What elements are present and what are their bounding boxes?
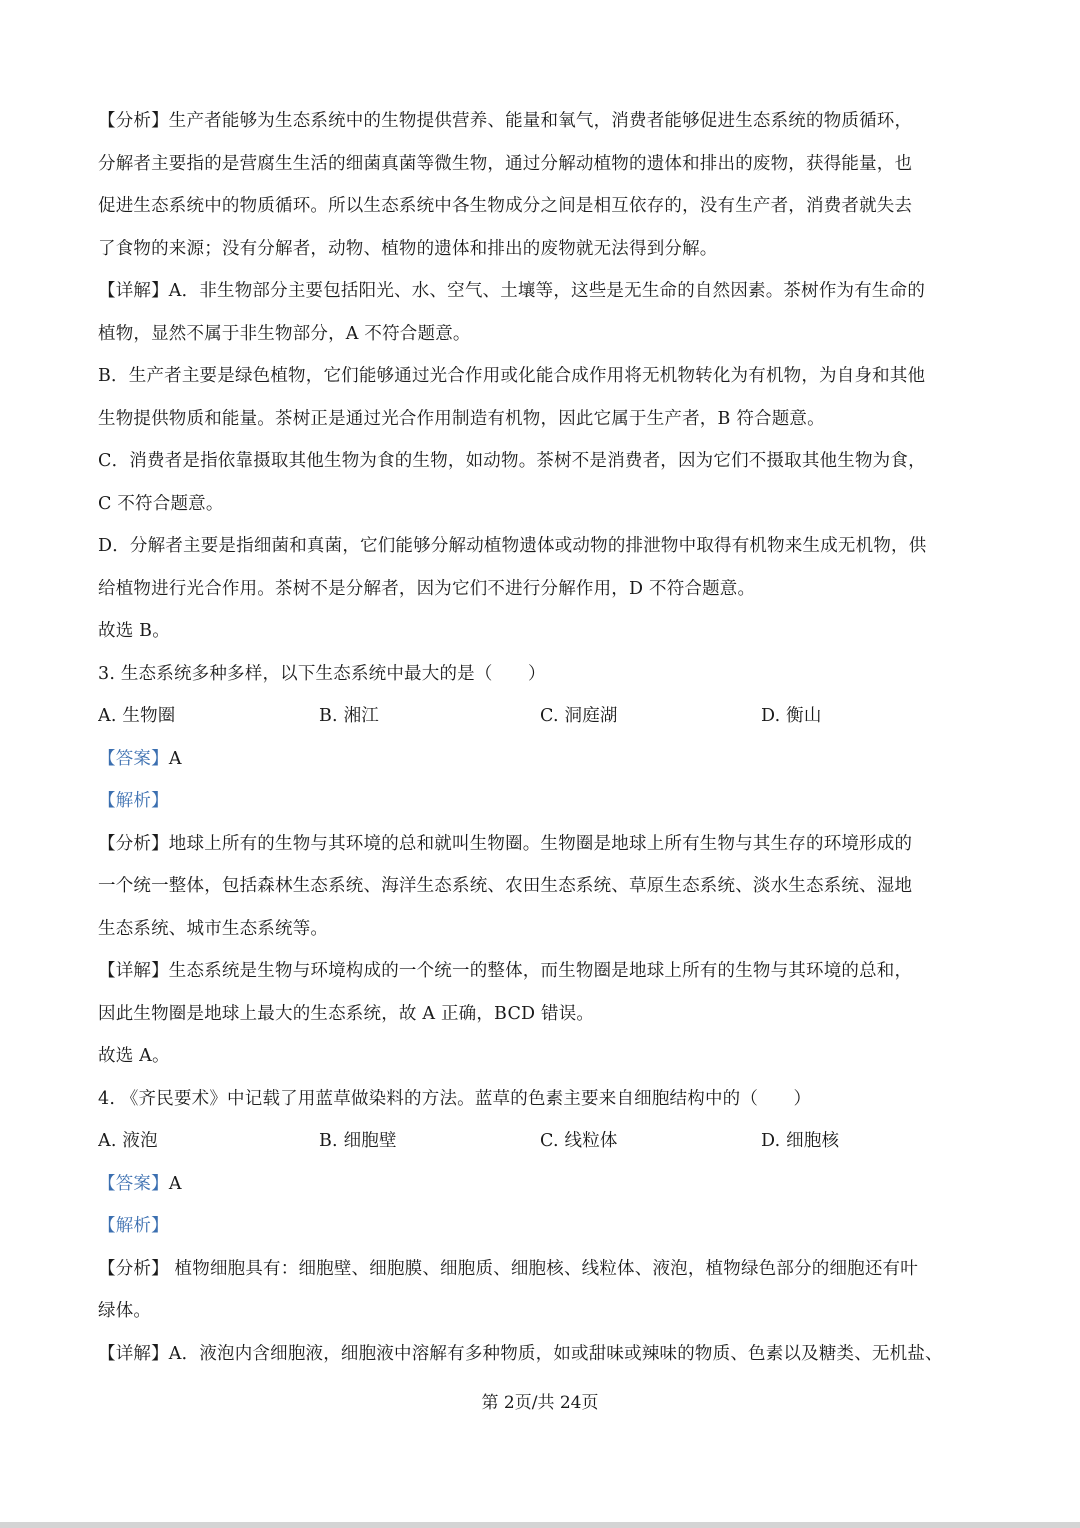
q2-analysis-line: 了食物的来源；没有分解者，动物、植物的遗体和排出的废物就无法得到分解。 bbox=[98, 238, 718, 259]
q3-answer-label: 【答案】 bbox=[98, 748, 169, 769]
q3-stem: 3. 生态系统多种多样，以下生态系统中最大的是（ ） bbox=[98, 663, 546, 684]
q2-detail-line: C．消费者是指依靠摄取其他生物为食的生物，如动物。茶树不是消费者，因为它们不摄取其他生物为食， bbox=[98, 451, 926, 471]
q2-analysis-line: 【分析】生产者能够为生态系统中的生物提供营养、能量和氧气，消费者能够促进生态系统的物质循环， bbox=[98, 111, 913, 131]
q2-detail-line: 【详解】A．非生物部分主要包括阳光、水、空气、土壤等，这些是无生命的自然因素。茶树作为有生命的 bbox=[98, 281, 926, 301]
q3-analysis-line: 【分析】地球上所有的生物与其环境的总和就叫生物圈。生物圈是地球上所有生物与其生存的环境形成的 bbox=[98, 833, 913, 854]
q3-detail-line: 因此生物圈是地球上最大的生态系统，故 A 正确，BCD 错误。 bbox=[98, 1003, 595, 1024]
q4-analysis-line: 【分析】 植物细胞具有：细胞壁、细胞膜、细胞质、细胞核、线粒体、液泡，植物绿色部分的细胞还有叶 bbox=[98, 1258, 918, 1279]
q3-option-c: C. 洞庭湖 bbox=[540, 706, 618, 726]
q4-options bbox=[98, 1120, 983, 1163]
q4-analysis-line: 绿体。 bbox=[98, 1301, 152, 1321]
q2-detail-line: 给植物进行光合作用。茶树不是分解者，因为它们不进行分解作用，D 不符合题意。 bbox=[98, 578, 756, 599]
q4-answer bbox=[98, 1163, 983, 1206]
q2-detail-line: B．生产者主要是绿色植物，它们能够通过光合作用或化能合成作用将无机物转化为有机物，为自身和其他 bbox=[98, 366, 926, 386]
q2-conclusion: 故选 B。 bbox=[98, 621, 170, 641]
q3-answer-value: A bbox=[168, 748, 182, 769]
q3-jiexi-label: 【解析】 bbox=[98, 791, 169, 811]
page-footer: 第 2页/共 24页 bbox=[481, 1393, 599, 1413]
q3-option-d: D. 衡山 bbox=[761, 706, 822, 726]
q2-detail-line: 生物提供物质和能量。茶树正是通过光合作用制造有机物，因此它属于生产者，B 符合题意。 bbox=[98, 408, 825, 429]
q2-analysis-line: 分解者主要指的是营腐生生活的细菌真菌等微生物，通过分解动植物的遗体和排出的废物，获得能量，也 bbox=[98, 153, 913, 174]
q2-detail-line: C 不符合题意。 bbox=[98, 493, 224, 514]
q4-option-b: B. 细胞壁 bbox=[319, 1131, 397, 1151]
q2-detail-line: D．分解者主要是指细菌和真菌，它们能够分解动植物遗体或动物的排泄物中取得有机物来生成无机物，供 bbox=[98, 536, 927, 556]
q4-answer-label: 【答案】 bbox=[98, 1173, 169, 1194]
q3-options bbox=[98, 695, 983, 738]
q4-option-d: D. 细胞核 bbox=[761, 1131, 840, 1151]
bottom-divider bbox=[0, 1522, 1080, 1528]
q3-answer bbox=[98, 738, 983, 781]
page-content bbox=[98, 100, 983, 1375]
q3-detail-line: 【详解】生态系统是生物与环境构成的一个统一的整体，而生物圈是地球上所有的生物与其环境的总和， bbox=[98, 961, 913, 981]
q3-analysis-line: 一个统一整体，包括森林生态系统、海洋生态系统、农田生态系统、草原生态系统、淡水生态系统、湿地 bbox=[98, 876, 913, 896]
q4-option-a: A. 液泡 bbox=[98, 1131, 158, 1151]
q4-stem: 4. 《齐民要术》中记载了用蓝草做染料的方法。蓝草的色素主要来自细胞结构中的（ ） bbox=[98, 1088, 812, 1109]
q4-jiexi-label: 【解析】 bbox=[98, 1216, 169, 1236]
q2-detail-line: 植物，显然不属于非生物部分，A 不符合题意。 bbox=[98, 323, 471, 344]
q4-answer-value: A bbox=[168, 1173, 182, 1194]
q4-option-c: C. 线粒体 bbox=[540, 1131, 618, 1151]
q4-detail-line: 【详解】A．液泡内含细胞液，细胞液中溶解有多种物质，如或甜味或辣味的物质、色素以及糖类、无机盐、 bbox=[98, 1343, 943, 1364]
q3-analysis-line: 生态系统、城市生态系统等。 bbox=[98, 918, 329, 939]
q3-conclusion: 故选 A。 bbox=[98, 1046, 170, 1066]
q3-option-a: A. 生物圈 bbox=[98, 706, 176, 726]
q3-option-b: B. 湘江 bbox=[319, 706, 379, 726]
q2-analysis-line: 促进生态系统中的物质循环。所以生态系统中各生物成分之间是相互依存的，没有生产者，消费者就失去 bbox=[98, 196, 913, 216]
